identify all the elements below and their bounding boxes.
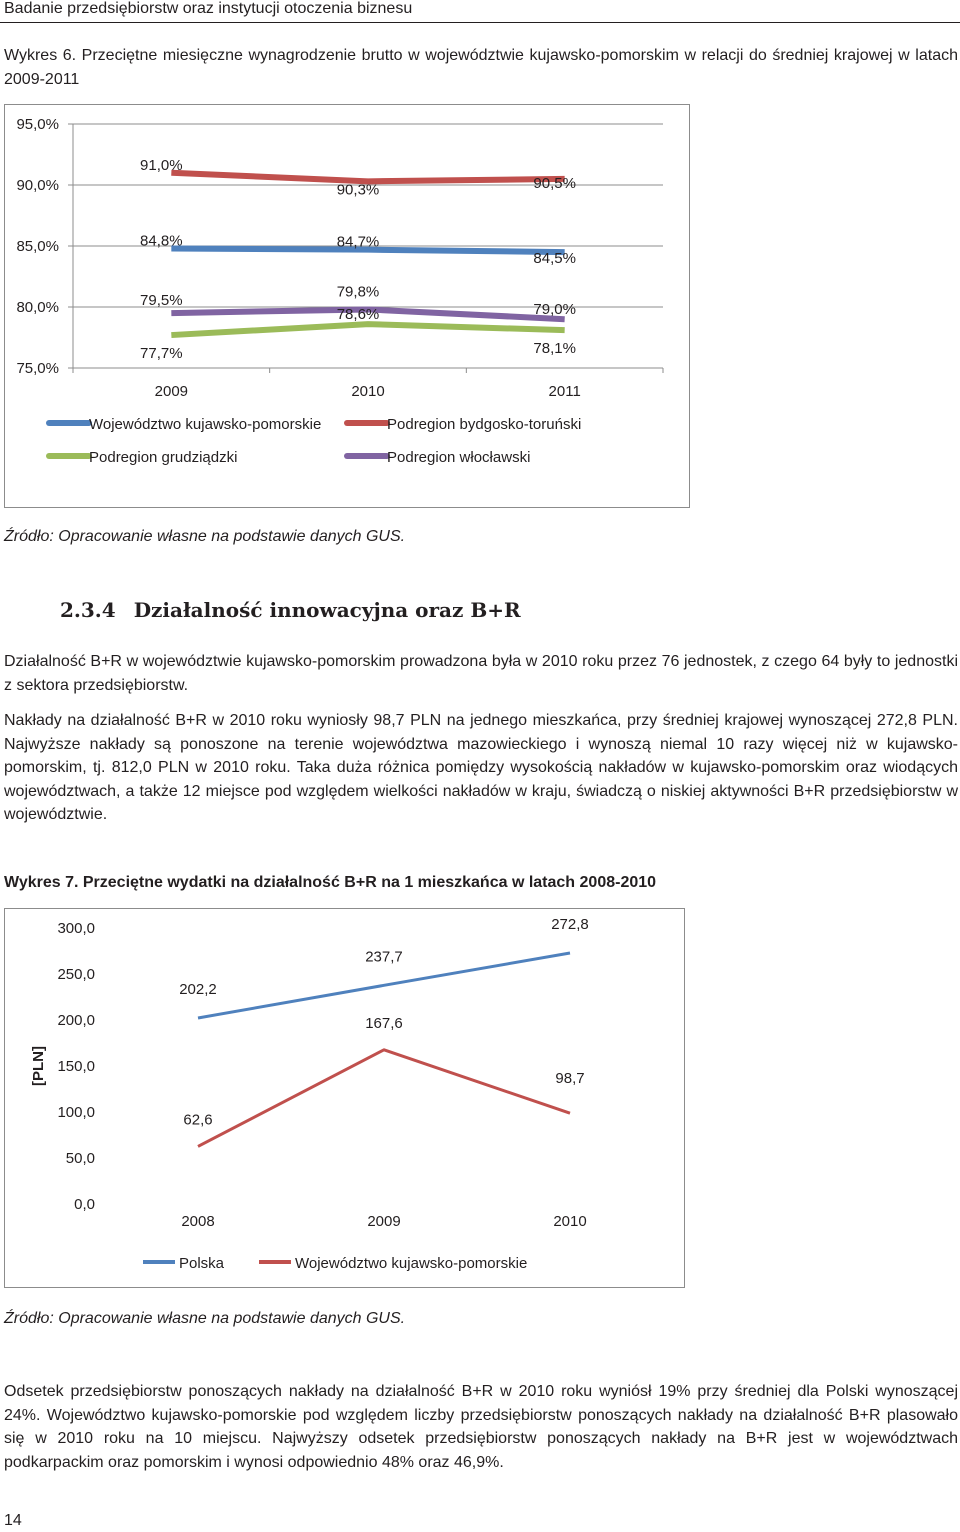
chart2-x-tick-label: 2008 xyxy=(181,1213,215,1230)
chart1-data-label: 90,5% xyxy=(533,174,576,192)
paragraph-rd-spending: Nakłady na działalność B+R w 2010 roku wyniosły 98,7 PLN na jednego mieszkańca, przy średniej krajowej wynoszącej 272,8 PLN. Najwyższe nakłady są ponoszone na terenie województwa mazowieckiego i wynoszą niemal 10 razy więcej niż w kujawsko-pomorskim, tj. 812,0 PLN w 2010 roku. Taka duża różnica pomiędzy wysokością nakładów w kujawsko-pomorskim oraz wiodących województwach, a także 12 miejsce pod względem wielkości nakładów w kraju, świadczą o niskiej aktywności B+R przedsiębiorstw w województwie. xyxy=(4,712,958,823)
chart1-y-tick-label: 80,0% xyxy=(16,299,59,316)
chart2-source: Źródło: Opracowanie własne na podstawie danych GUS. xyxy=(4,1310,406,1327)
chart2-y-axis-label: [PLN] xyxy=(30,1046,47,1086)
section-number: 2.3.4 xyxy=(60,598,116,622)
chart1-series-line xyxy=(171,324,564,335)
chart2-x-tick-label: 2010 xyxy=(553,1213,587,1230)
section-heading xyxy=(60,598,521,622)
chart1-data-label: 84,5% xyxy=(533,250,576,268)
chart1-x-tick-label: 2010 xyxy=(351,383,385,400)
chart2-data-label: 167,6 xyxy=(365,1014,403,1032)
chart1-x-tick-label: 2011 xyxy=(548,383,581,400)
chart2-legend-label: Województwo kujawsko-pomorskie xyxy=(295,1255,528,1272)
chart2-y-tick-label: 200,0 xyxy=(57,1012,95,1029)
chart2-series-line xyxy=(198,1050,570,1147)
chart2-caption-text: Przeciętne wydatki na działalność B+R na 1 mieszkańca w latach 2008-2010 xyxy=(78,874,657,891)
chart2-svg xyxy=(5,909,684,1287)
chart1-data-label: 84,8% xyxy=(140,232,183,250)
chart1-frame xyxy=(4,104,690,508)
chart2-data-label: 237,7 xyxy=(365,948,403,966)
paragraph-rd-units: Działalność B+R w województwie kujawsko-pomorskim prowadzona była w 2010 roku przez 76 jednostek, z czego 64 były to jednostki z sektora przedsiębiorstw. xyxy=(4,653,958,694)
chart2-data-label: 272,8 xyxy=(551,916,589,934)
chart1-data-label: 79,5% xyxy=(140,292,183,310)
chart2-x-tick-label: 2009 xyxy=(367,1213,401,1230)
chart2-y-tick-label: 150,0 xyxy=(57,1058,95,1075)
chart2-data-label: 98,7 xyxy=(555,1070,585,1088)
chart1-y-tick-label: 95,0% xyxy=(16,116,59,133)
chart2-y-tick-label: 0,0 xyxy=(74,1196,95,1213)
chart2-caption xyxy=(4,874,656,892)
page-number: 14 xyxy=(4,1512,22,1529)
chart1-y-tick-label: 90,0% xyxy=(16,177,59,194)
page-header-title: Badanie przedsiębiorstw oraz instytucji otoczenia biznesu xyxy=(4,0,413,17)
chart2-y-tick-label: 100,0 xyxy=(57,1104,95,1121)
chart1-data-label: 78,1% xyxy=(533,340,576,358)
chart2-data-label: 62,6 xyxy=(183,1111,213,1129)
chart2-frame xyxy=(4,908,685,1288)
chart1-data-label: 77,7% xyxy=(140,345,183,363)
chart1-caption: Wykres 6. Przeciętne miesięczne wynagrodzenie brutto w województwie kujawsko-pomorskim w relacji do średniej krajowej w latach 2009-2011 xyxy=(4,47,958,88)
chart1-y-tick-label: 85,0% xyxy=(16,238,59,255)
chart1-svg xyxy=(5,105,689,507)
chart2-y-tick-label: 300,0 xyxy=(57,920,95,937)
chart1-data-label: 79,0% xyxy=(533,301,576,319)
chart2-y-tick-label: 50,0 xyxy=(65,1150,95,1167)
paragraph-enterprise-share: Odsetek przedsiębiorstw ponoszących nakłady na działalność B+R w 2010 roku wyniósł 19% przy średniej dla Polski wynoszącej 24%. Województwo kujawsko-pomorskie pod względem liczby przedsiębiorstw ponoszących nakłady na działalność B+R plasowało się w 2010 roku na 10 miejscu. Najwyższy odsetek przedsiębiorstw ponoszących nakłady na B+R jest w województwach podkarpackim oraz pomorskim i wynosi odpowiednio 48% oraz 46,9%. xyxy=(4,1383,958,1471)
chart1-data-label: 90,3% xyxy=(336,181,380,199)
header-divider xyxy=(0,22,960,23)
chart1-legend-label: Podregion włocławski xyxy=(387,449,531,466)
chart1-data-label: 91,0% xyxy=(140,156,183,174)
chart1-source: Źródło: Opracowanie własne na podstawie danych GUS. xyxy=(4,528,406,545)
section-title: Działalność innowacyjna oraz B+R xyxy=(133,598,521,622)
chart1-legend-label: Podregion bydgosko-toruński xyxy=(387,416,582,433)
chart1-data-label: 84,7% xyxy=(336,233,380,251)
chart1-legend-label: Podregion grudziądzki xyxy=(89,449,238,466)
chart2-caption-lead: Wykres 7. xyxy=(4,874,79,891)
chart1-x-tick-label: 2009 xyxy=(154,383,189,400)
chart2-y-tick-label: 250,0 xyxy=(57,966,95,983)
chart2-legend-label: Polska xyxy=(179,1255,225,1272)
chart1-data-label: 79,8% xyxy=(336,283,380,301)
chart2-data-label: 202,2 xyxy=(179,980,217,998)
chart1-y-tick-label: 75,0% xyxy=(16,360,59,377)
chart1-data-label: 78,6% xyxy=(336,306,380,324)
chart1-series-line xyxy=(171,173,564,182)
chart1-legend-label: Województwo kujawsko-pomorskie xyxy=(89,416,322,433)
